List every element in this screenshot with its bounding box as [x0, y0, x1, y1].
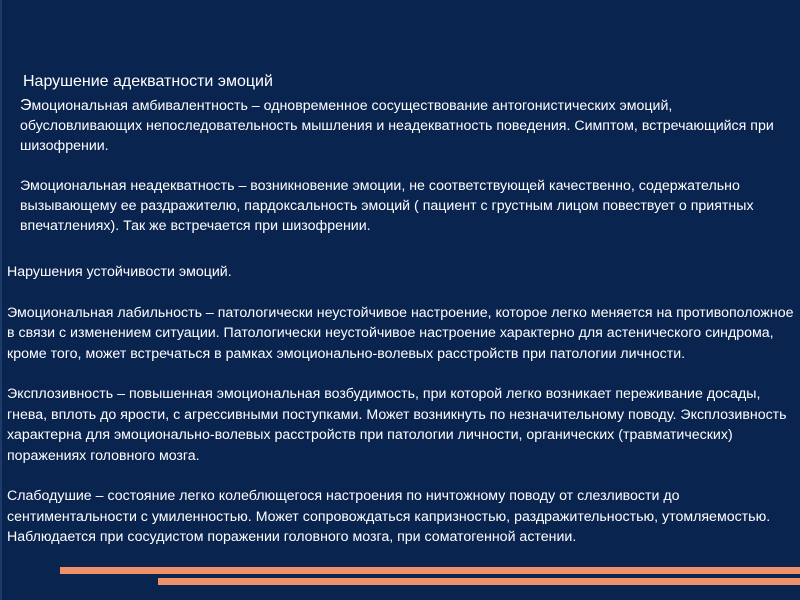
section-adequacy [20, 72, 795, 236]
spacer [7, 466, 800, 486]
ambivalence-first-letter: Э [20, 97, 32, 114]
spacer [7, 283, 800, 303]
left-edge-strip [0, 0, 2, 600]
spacer [20, 156, 795, 176]
accent-bar-top [60, 567, 800, 574]
weakheartedness-paragraph: Слабодушие – состояние легко колеблющегося настроения по ничтожному поводу от слезливости до сентиментальности с умиленностью. Может сопровождаться капризностью, раздражительностью, утомляемостью. Наблюдается при сосудистом поражении головного мозга, при соматогенной астении. [7, 488, 771, 545]
section-adequacy-title: Нарушение адекватности эмоций [23, 73, 273, 90]
section-stability-title: Нарушения устойчивости эмоций. [7, 264, 232, 280]
spacer [7, 364, 800, 384]
explosiveness-paragraph: Эксплозивность – повышенная эмоциональная возбудимость, при которой легко возникает переживание досады, гнева, вплоть до ярости, с агрессивными поступками. Может возникнуть по незначительному поводу. Эксплозивность характерна для эмоционально-волевых расстройств при патологии личности, органических (травматических) поражениях головного мозга. [7, 386, 787, 464]
ambivalence-paragraph [20, 96, 795, 156]
lability-paragraph: Эмоциональная лабильность – патологически неустойчивое настроение, которое легко меняется на противоположное в связи с изменением ситуации. Патологически неустойчивое настроение характерно для астенического синдрома, кроме того, может встречаться в рамках эмоционально-волевых расстройств при патологии личности. [7, 304, 794, 362]
inadequacy-paragraph: Эмоциональная неадекватность – возникновение эмоции, не соответствующей качественно, содержательно вызывающему ее раздражителю, пардоксальность эмоций ( пациент с грустным лицом повествует о приятных впечатлениях). Так же встречается при шизофрении. [20, 178, 754, 234]
accent-bar-bottom [158, 578, 800, 585]
section-stability [7, 262, 800, 548]
ambivalence-text: моциональная амбивалентность – одновременное сосуществование антогонистических эмоций, обусловливающих непоследовательность мышления и неадекватность поведения. Симптом, встречающийся при шизофрении. [20, 98, 774, 154]
